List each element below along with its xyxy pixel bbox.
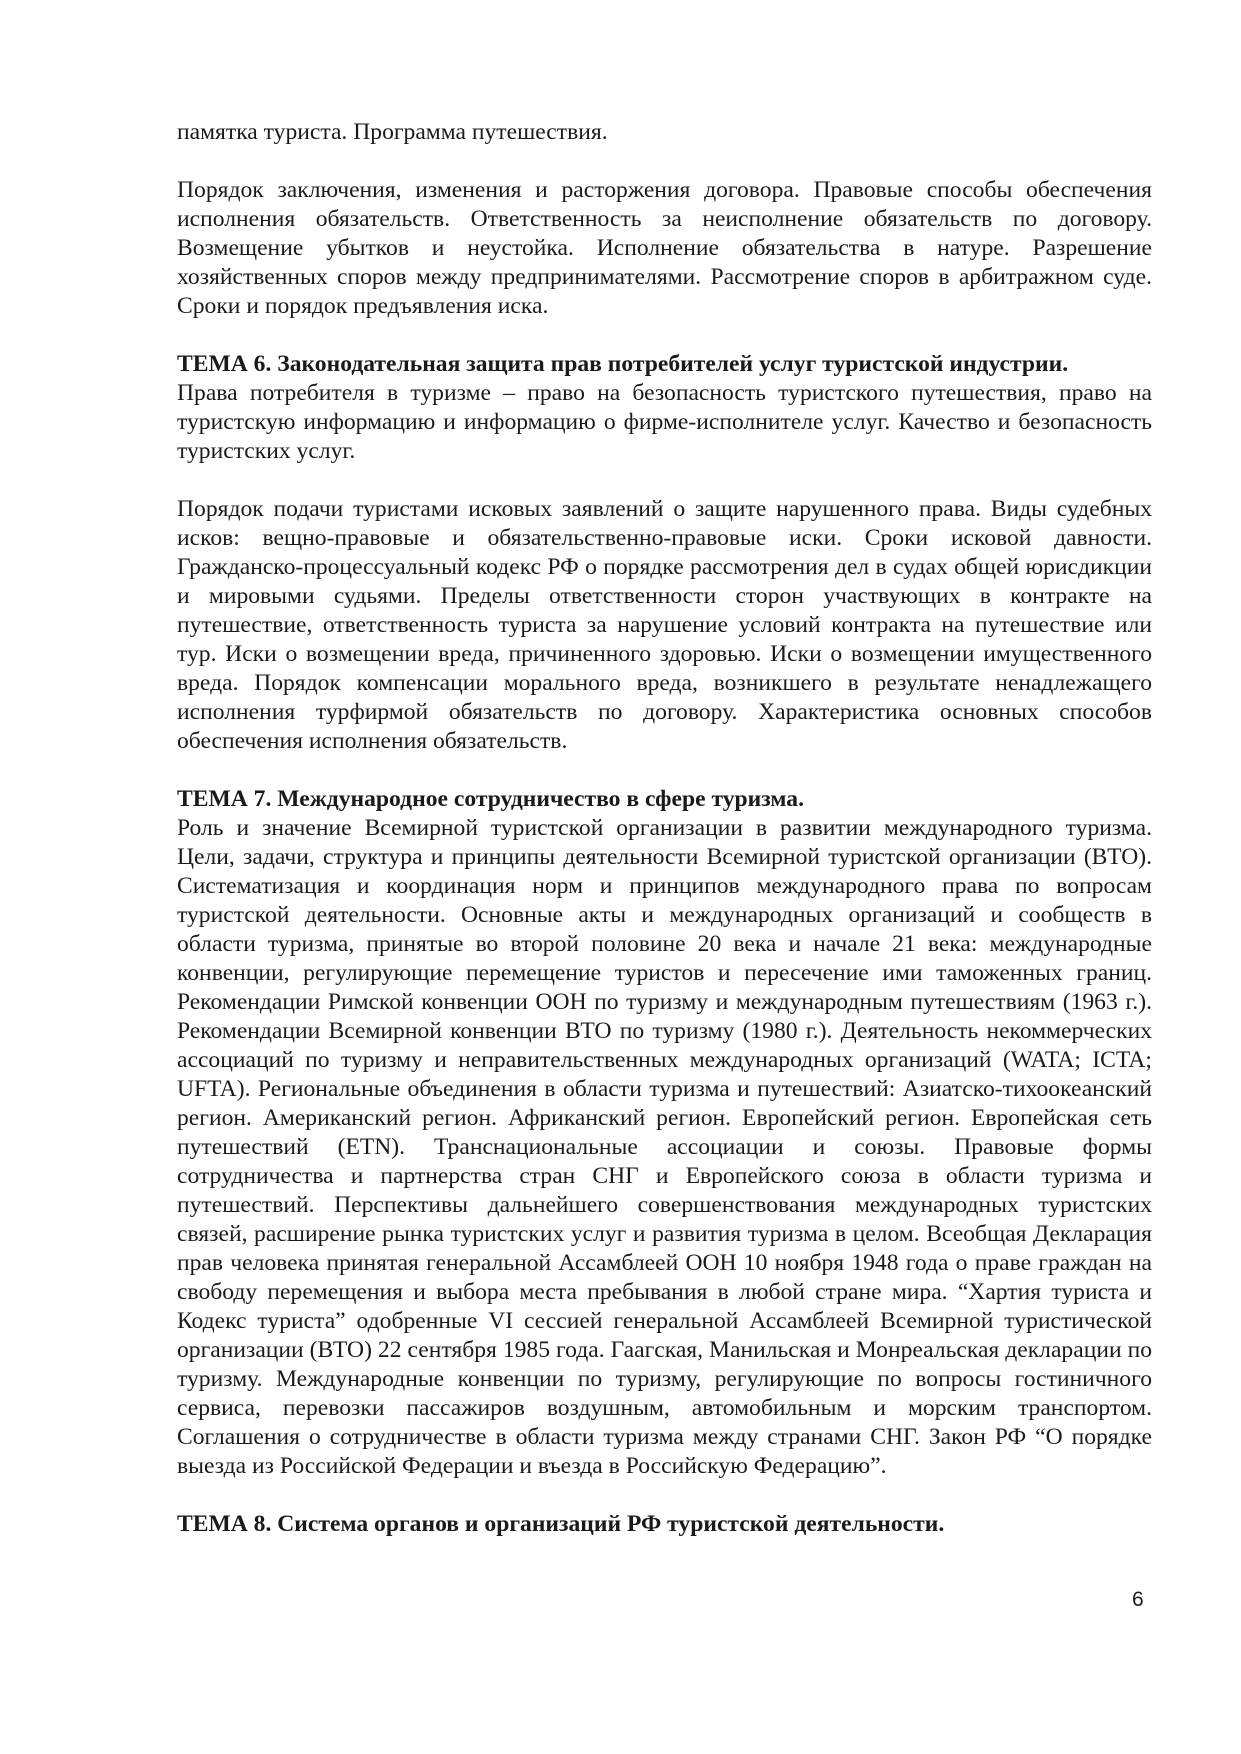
- topic-6-paragraph-2: Порядок подачи туристами исковых заявлений о защите нарушенного права. Виды судебных исков: вещно-правовые и обязательственно-правовые иски. Сроки исковой давности. Гражданско-процессуальный кодекс РФ о порядке рассмотрения дел в судах общей юрисдикции и мировыми судьями. Пределы ответственности сторон участвующих в контракте на путешествие, ответственность туриста за нарушение условий контракта на путешествие или тур. Иски о возмещении вреда, причиненного здоровью. Иски о возмещении имущественного вреда. Порядок компенсации морального вреда, возникшего в результате ненадлежащего исполнения турфирмой обязательств по договору. Характеристика основных способов обеспечения исполнения обязательств.: [177, 496, 1152, 754]
- contract-paragraph: Порядок заключения, изменения и расторжения договора. Правовые способы обеспечения исполнения обязательств. Ответственность за неисполнение обязательств по договору. Возмещение убытков и неустойка. Исполнение обязательства в натуре. Разрешение хозяйственных споров между предпринимателями. Рассмотрение споров в арбитражном суде. Сроки и порядок предъявления иска.: [177, 177, 1152, 319]
- topic-7-paragraph-1: Роль и значение Всемирной туристской организации в развитии международного туризма. Цели, задачи, структура и принципы деятельности Всемирной туристской организации (ВТО). Систематизация и координация норм и принципов международного права по вопросам туристской деятельности. Основные акты и международных организаций и сообществ в области туризма, принятые во второй половине 20 века и начале 21 века: международные конвенции, регулирующие перемещение туристов и пересечение ими таможенных границ. Рекомендации Римской конвенции ООН по туризму и международным путешествиям (1963 г.). Рекомендации Всемирной конвенции ВТО по туризму (1980 г.). Деятельность некоммерческих ассоциаций по туризму и неправительственных международных организаций (WATA; ICTA; UFTA). Региональные объединения в области туризма и путешествий: Азиатско-тихоокеанский регион. Американский регион. Африканский регион. Европейский регион. Европейская сеть путешествий (ETN). Транснациональные ассоциации и союзы. Правовые формы сотрудничества и партнерства стран СНГ и Европейского союза в области туризма и путешествий. Перспективы дальнейшего совершенствования международных туристских связей, расширение рынка туристских услуг и развития туризма в целом. Всеобщая Декларация прав человека принятая генеральной Ассамблеей ООН 10 ноября 1948 года о праве граждан на свободу перемещения и выбора места пребывания в любой стране мира. “Хартия туриста и Кодекс туриста” одобренные VI сессией генеральной Ассамблеей Всемирной туристической организации (ВТО) 22 сентября 1985 года. Гаагская, Манильская и Монреальская декларации по туризму. Международные конвенции по туризму, регулирующие по вопросы гостиничного сервиса, перевозки пассажиров воздушным, автомобильным и морским транспортом. Соглашения о сотрудничестве в области туризма между странами СНГ. Закон РФ “О порядке выезда из Российской Федерации и въезда в Российскую Федерацию”.: [177, 815, 1152, 1479]
- topic-6-paragraph-1: Права потребителя в туризме – право на безопасность туристского путешествия, право на туристскую информацию и информацию о фирме-исполнителе услуг. Качество и безопасность туристских услуг.: [177, 380, 1152, 464]
- intro-line: памятка туриста. Программа путешествия.: [177, 119, 608, 145]
- topic-6-heading: ТЕМА 6. Законодательная защита прав потребителей услуг туристской индустрии.: [177, 351, 1069, 377]
- topic-7-heading: ТЕМА 7. Международное сотрудничество в сфере туризма.: [177, 786, 804, 812]
- page-body: [177, 118, 1152, 1539]
- page-number: 6: [1132, 1588, 1144, 1611]
- topic-8-heading: ТЕМА 8. Система органов и организаций РФ туристской деятельности.: [177, 1511, 945, 1537]
